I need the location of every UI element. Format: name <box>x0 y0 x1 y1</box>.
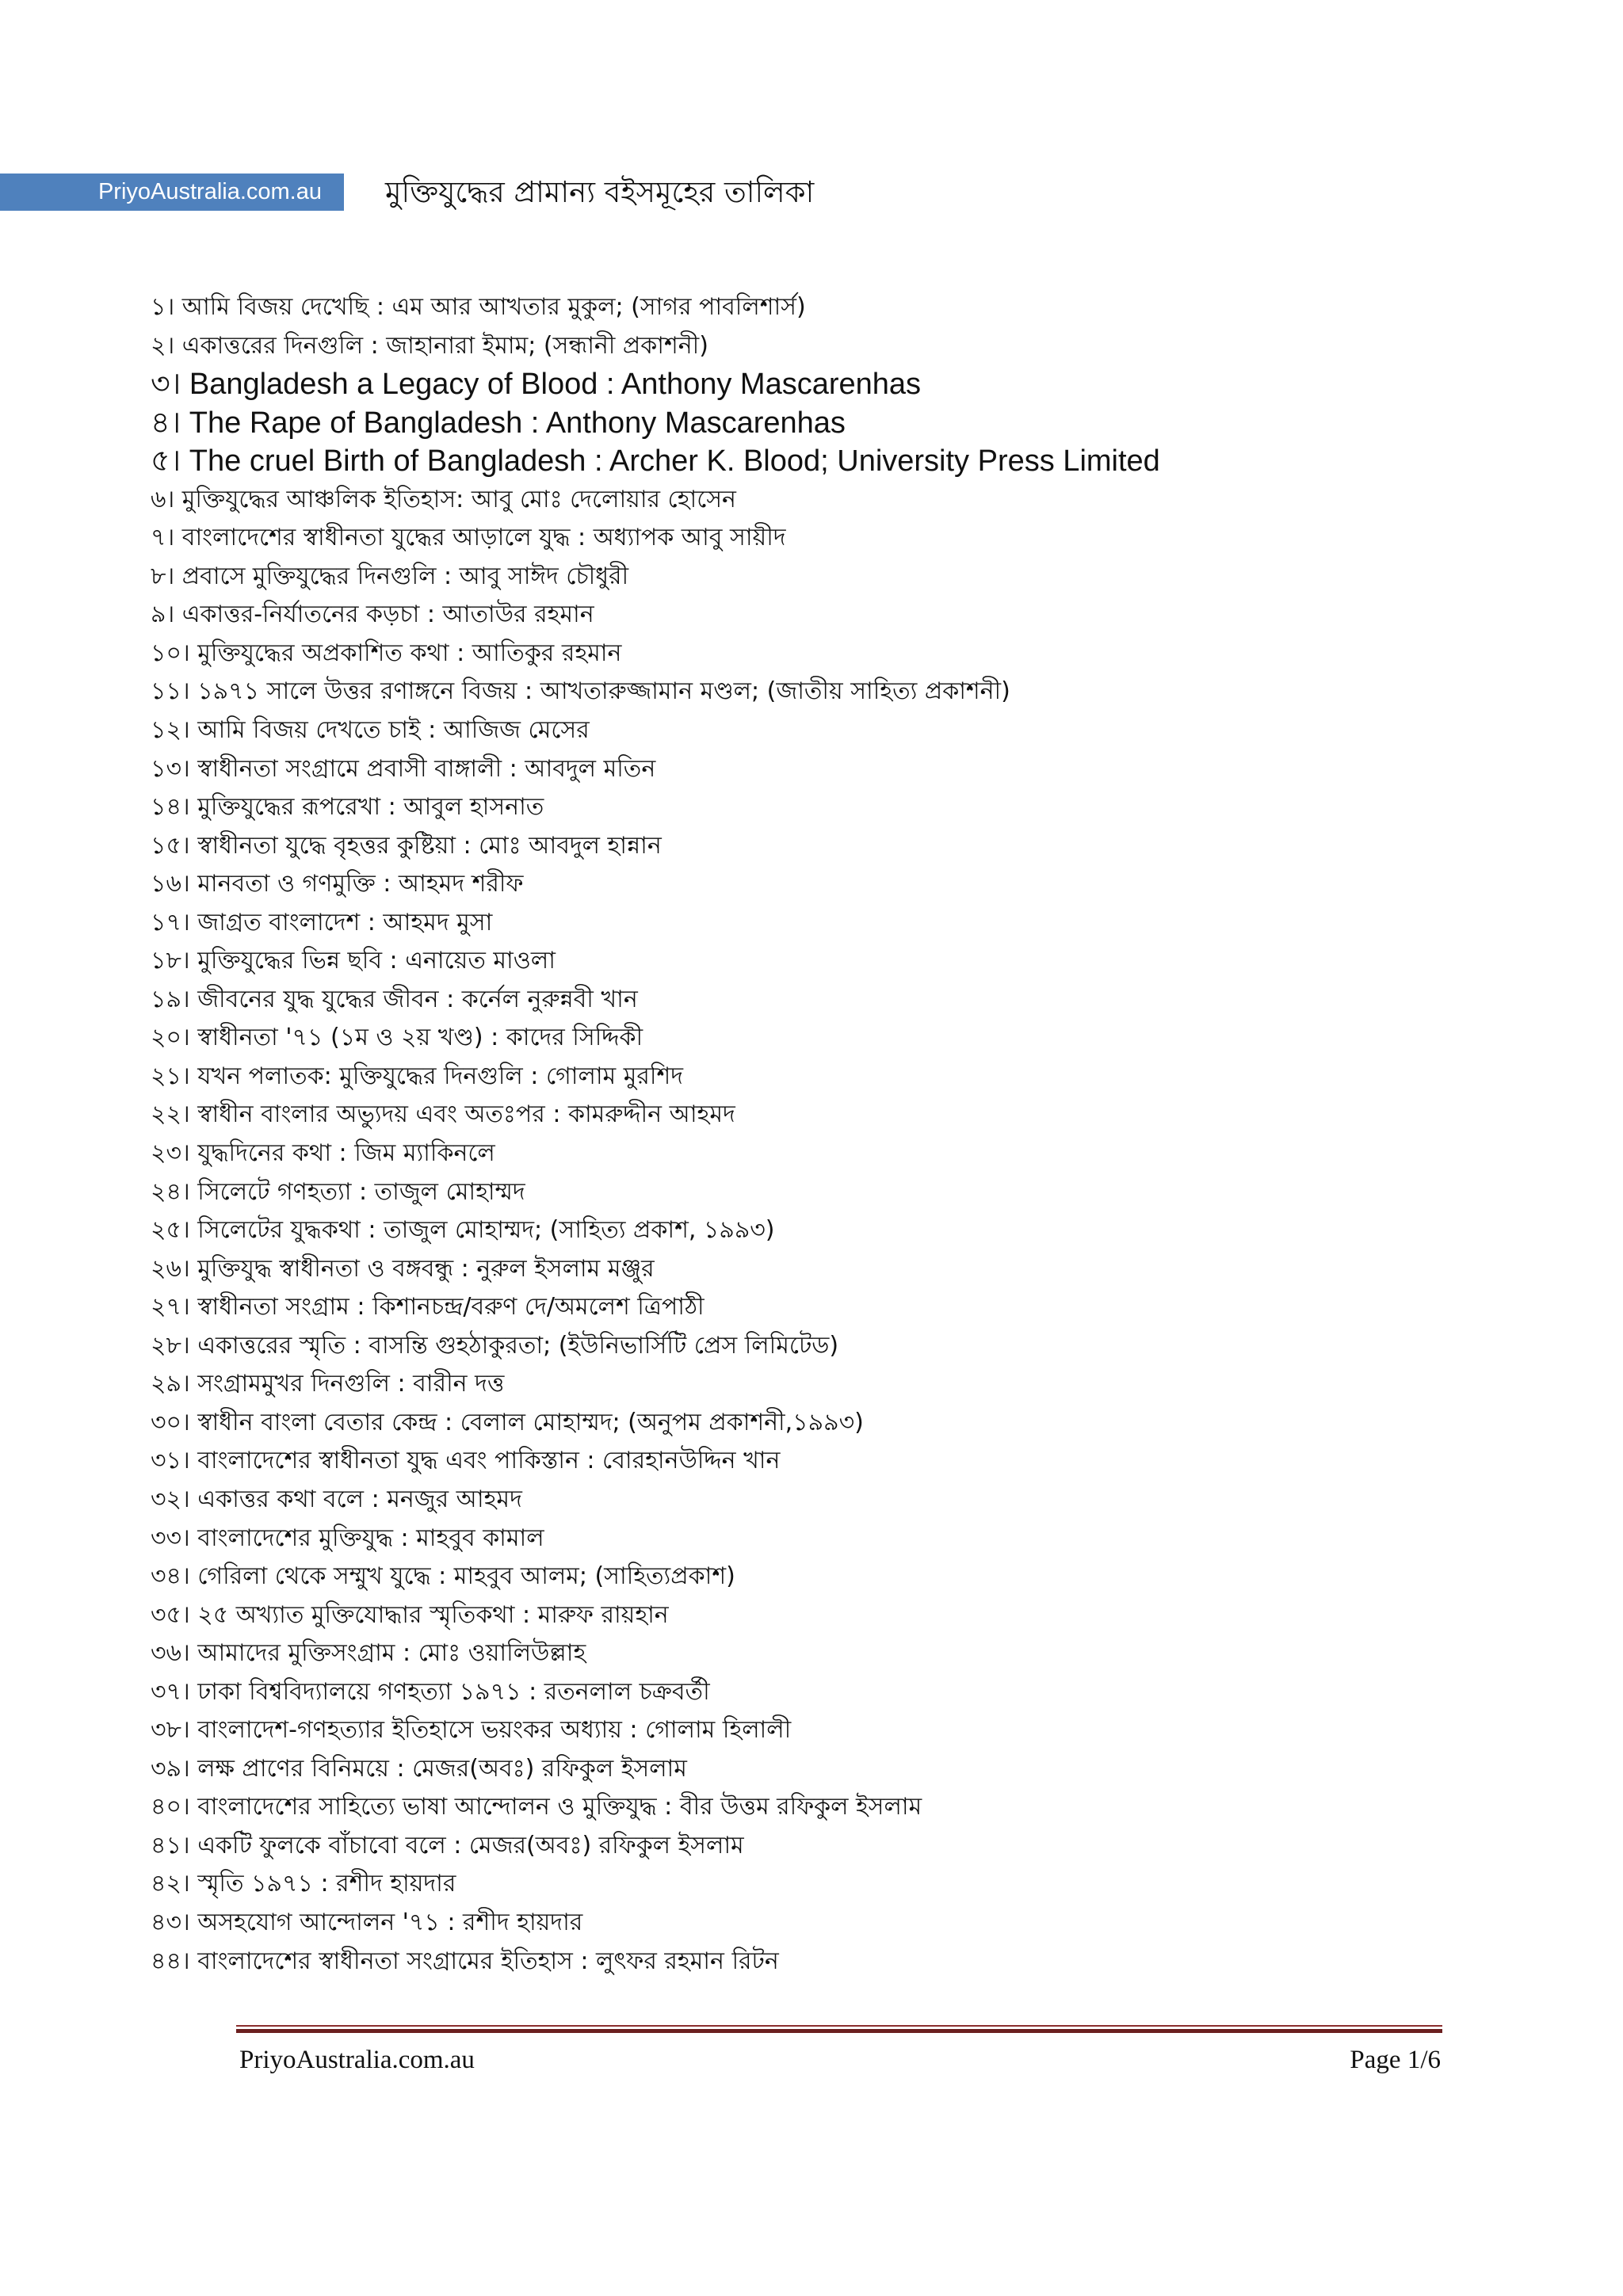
book-list-item: ৩২। একাত্তর কথা বলে : মনজুর আহমদ <box>151 1485 522 1513</box>
book-list-item: ২৪। সিলেটে গণহত্যা : তাজুল মোহাম্মদ <box>151 1177 525 1206</box>
brand-label: PriyoAustralia.com.au <box>0 174 344 211</box>
footer-site-name: PriyoAustralia.com.au <box>239 2046 475 2074</box>
book-list-item: ২১। যখন পলাতক: মুক্তিযুদ্ধের দিনগুলি : গোলাম মুরশিদ <box>151 1062 683 1090</box>
book-list-item: ৯। একাত্তর-নির্যাতনের কড়চা : আতাউর রহমান <box>151 601 594 629</box>
footer-divider <box>236 2025 1442 2033</box>
book-list-item: ১। আমি বিজয় দেখেছি : এম আর আখতার মুকুল; (সাগর পাবলিশার্স) <box>151 293 806 321</box>
book-list-item: ১৪। মুক্তিযুদ্ধের রূপরেখা : আবুল হাসনাত <box>151 793 544 822</box>
book-list-item: ৩১। বাংলাদেশের স্বাধীনতা যুদ্ধ এবং পাকিস্তান : বোরহানউদ্দিন খান <box>151 1447 781 1475</box>
book-list-item: ৪৪। বাংলাদেশের স্বাধীনতা সংগ্রামের ইতিহাস : লুৎফর রহমান রিটন <box>151 1947 779 1975</box>
book-list-item: ১৩। স্বাধীনতা সংগ্রামে প্রবাসী বাঙ্গালী : আবদুল মতিন <box>151 754 656 783</box>
book-list-item: ২২। স্বাধীন বাংলার অভ্যুদয় এবং অতঃপর : কামরুদ্দীন আহমদ <box>151 1100 735 1129</box>
book-list-item: ৪। The Rape of Bangladesh : Anthony Mascarenhas <box>151 406 846 440</box>
book-list-item: ৬। মুক্তিযুদ্ধের আঞ্চলিক ইতিহাস: আবু মোঃ দেলোয়ার হোসেন <box>151 485 736 513</box>
book-list-item: ২৯। সংগ্রামমুখর দিনগুলি : বারীন দত্ত <box>151 1370 505 1398</box>
book-list-item: ১২। আমি বিজয় দেখতে চাই : আজিজ মেসের <box>151 716 590 745</box>
book-list <box>151 288 1160 1981</box>
book-list-item: ১৬। মানবতা ও গণমুক্তি : আহমদ শরীফ <box>151 870 524 898</box>
book-list-item: ১৭। জাগ্রত বাংলাদেশ : আহমদ মুসা <box>151 908 493 936</box>
book-list-item: ২৭। স্বাধীনতা সংগ্রাম : কিশানচন্দ্র/বরুণ দে/অমলেশ ত্রিপাঠী <box>151 1293 705 1322</box>
book-list-item: ৩৫। ২৫ অখ্যাত মুক্তিযোদ্ধার স্মৃতিকথা : মারুফ রায়হান <box>151 1600 669 1629</box>
book-list-item: ৪১। একটি ফুলকে বাঁচাবো বলে : মেজর(অবঃ) রফিকুল ইসলাম <box>151 1831 744 1859</box>
book-list-item: ১৮। মুক্তিযুদ্ধের ভিন্ন ছবি : এনায়েত মাওলা <box>151 947 556 975</box>
book-list-item: ৪২। স্মৃতি ১৯৭১ : রশীদ হায়দার <box>151 1870 456 1898</box>
book-list-item: ৩৬। আমাদের মুক্তিসংগ্রাম : মোঃ ওয়ালিউল্লাহ <box>151 1639 586 1668</box>
book-list-item: ২৫। সিলেটের যুদ্ধকথা : তাজুল মোহাম্মদ; (সাহিত্য প্রকাশ, ১৯৯৩) <box>151 1216 775 1245</box>
book-list-item: ৮। প্রবাসে মুক্তিযুদ্ধের দিনগুলি : আবু সাঈদ চৌধুরী <box>151 562 629 590</box>
book-list-item: ১০। মুক্তিযুদ্ধের অপ্রকাশিত কথা : আতিকুর রহমান <box>151 639 622 667</box>
book-list-item: ৩। Bangladesh a Legacy of Blood : Anthony Mascarenhas <box>151 368 922 402</box>
book-list-item: ১৫। স্বাধীনতা যুদ্ধে বৃহত্তর কুষ্টিয়া : মোঃ আবদুল হান্নান <box>151 831 662 860</box>
book-list-item: ২৬। মুক্তিযুদ্ধ স্বাধীনতা ও বঙ্গবন্ধু : নুরুল ইসলাম মঞ্জুর <box>151 1254 655 1283</box>
book-list-item: ৪০। বাংলাদেশের সাহিত্যে ভাষা আন্দোলন ও মুক্তিযুদ্ধ : বীর উত্তম রফিকুল ইসলাম <box>151 1793 922 1821</box>
book-list-item: ১১। ১৯৭১ সালে উত্তর রণাঙ্গনে বিজয় : আখতারুজ্জামান মণ্ডল; (জাতীয় সাহিত্য প্রকাশনী) <box>151 677 1010 706</box>
book-list-item: ৩৯। লক্ষ প্রাণের বিনিময়ে : মেজর(অবঃ) রফিকুল ইসলাম <box>151 1754 687 1783</box>
book-list-item: ৩৭। ঢাকা বিশ্ববিদ্যালয়ে গণহত্যা ১৯৭১ : রতনলাল চক্রবর্তী <box>151 1677 710 1706</box>
page-title: মুক্তিযুদ্ধের প্রামান্য বইসমূহের তালিকা <box>385 175 815 209</box>
book-list-item: ২। একাত্তরের দিনগুলি : জাহানারা ইমাম; (সন্ধানী প্রকাশনী) <box>151 331 708 360</box>
book-list-item: ৭। বাংলাদেশের স্বাধীনতা যুদ্ধের আড়ালে যুদ্ধ : অধ্যাপক আবু সায়ীদ <box>151 524 786 552</box>
book-list-item: ৩৪। গেরিলা থেকে সম্মুখ যুদ্ধে : মাহবুব আলম; (সাহিত্যপ্রকাশ) <box>151 1562 735 1591</box>
book-list-item: ৪৩। অসহযোগ আন্দোলন '৭১ : রশীদ হায়দার <box>151 1908 583 1936</box>
book-list-item: ৩৩। বাংলাদেশের মুক্তিযুদ্ধ : মাহবুব কামাল <box>151 1524 544 1552</box>
book-list-item: ৩৮। বাংলাদেশ-গণহত্যার ইতিহাসে ভয়ংকর অধ্যায় : গোলাম হিলালী <box>151 1716 792 1745</box>
book-list-item: ৫। The cruel Birth of Bangladesh : Archer K. Blood; University Press Limited <box>151 444 1160 479</box>
book-list-item: ৩০। স্বাধীন বাংলা বেতার কেন্দ্র : বেলাল মোহাম্মদ; (অনুপম প্রকাশনী,১৯৯৩) <box>151 1408 864 1436</box>
book-list-item: ১৯। জীবনের যুদ্ধ যুদ্ধের জীবন : কর্নেল নুরুন্নবী খান <box>151 985 638 1013</box>
book-list-item: ২০। স্বাধীনতা '৭১ (১ম ও ২য় খণ্ড) : কাদের সিদ্দিকী <box>151 1024 643 1052</box>
page-number: Page 1/6 <box>1350 2046 1441 2074</box>
book-list-item: ২৮। একাত্তরের স্মৃতি : বাসন্তি গুহঠাকুরতা; (ইউনিভার্সিটি প্রেস লিমিটেড) <box>151 1331 839 1360</box>
book-list-item: ২৩। যুদ্ধদিনের কথা : জিম ম্যাকিনলে <box>151 1139 495 1168</box>
